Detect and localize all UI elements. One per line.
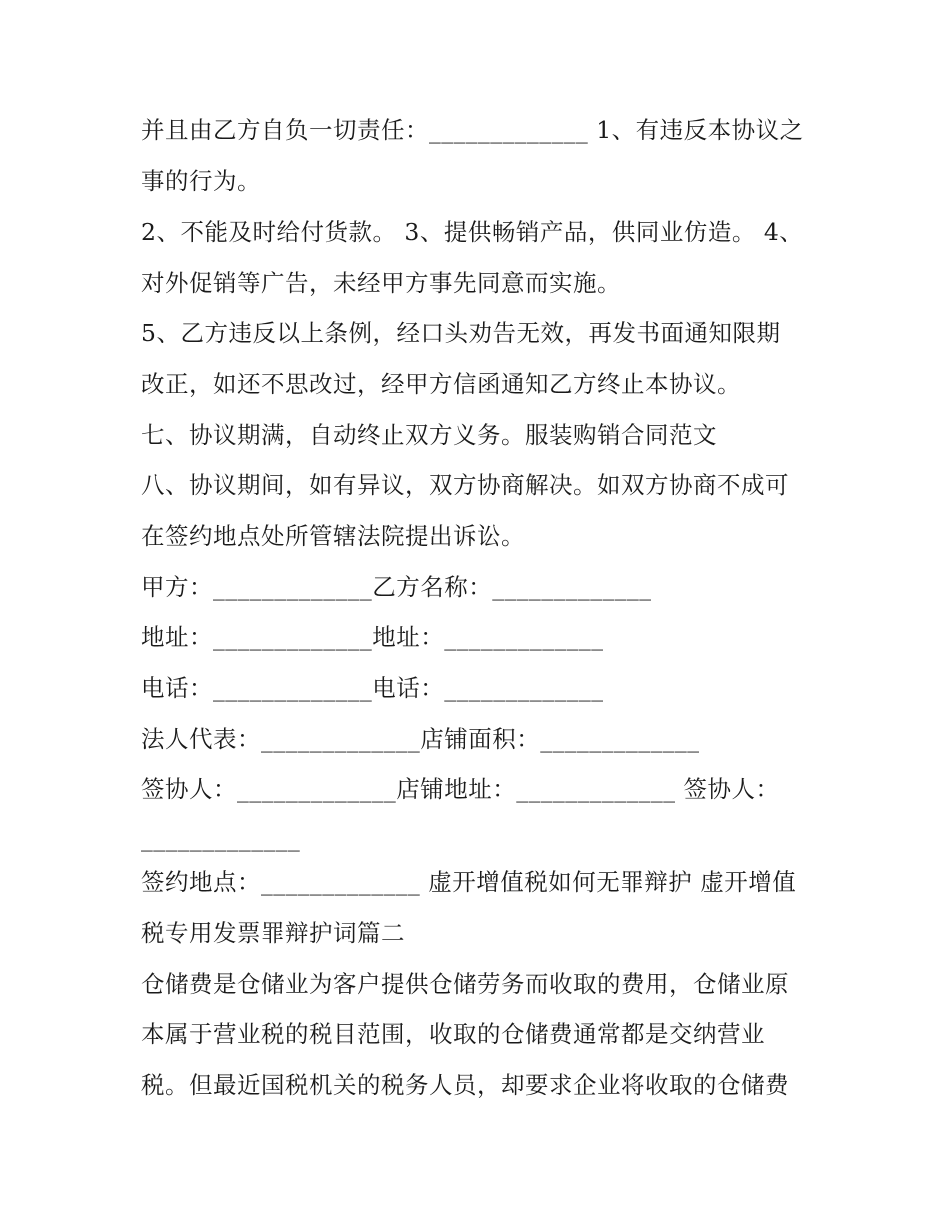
signature-field-line: _____________ (141, 824, 301, 852)
text-line: 本属于营业税的税目范围，收取的仓储费通常都是交纳营业 (141, 1020, 765, 1048)
text-line: 税。但最近国税机关的税务人员，却要求企业将收取的仓储费 (141, 1071, 789, 1099)
section-heading-line: 税专用发票罪辩护词篇二 (141, 919, 405, 947)
signature-field-line: 法人代表：_____________店铺面积：_____________ (141, 725, 700, 753)
signature-field-line: 签约地点：_____________ 虚开增值税如何无罪辩护 虚开增值 (141, 868, 797, 896)
signature-field-line: 签协人：_____________店铺地址：_____________ 签协人： (141, 775, 780, 803)
signature-field-line: 甲方：_____________乙方名称：_____________ (141, 573, 652, 601)
text-line: 改正，如还不思改过，经甲方信函通知乙方终止本协议。 (141, 370, 741, 398)
signature-field-line: 电话：_____________电话：_____________ (141, 674, 604, 702)
text-line: 2、不能及时给付货款。 3、提供畅销产品，供同业仿造。 4、 (141, 218, 804, 246)
text-line: 仓储费是仓储业为客户提供仓储劳务而收取的费用，仓储业原 (141, 970, 789, 998)
signature-field-line: 地址：_____________地址：_____________ (141, 623, 604, 651)
text-line: 八、协议期间，如有异议，双方协商解决。如双方协商不成可 (141, 471, 789, 499)
text-line: 在签约地点处所管辖法院提出诉讼。 (141, 522, 525, 550)
text-line: 并且由乙方自负一切责任：_____________ 1、有违反本协议之 (141, 116, 804, 144)
text-line: 事的行为。 (141, 167, 261, 195)
text-line: 七、协议期满，自动终止双方义务。服装购销合同范文 (141, 421, 717, 449)
text-line: 5、乙方违反以上条例，经口头劝告无效，再发书面通知限期 (141, 319, 781, 347)
text-line: 对外促销等广告，未经甲方事先同意而实施。 (141, 269, 621, 297)
